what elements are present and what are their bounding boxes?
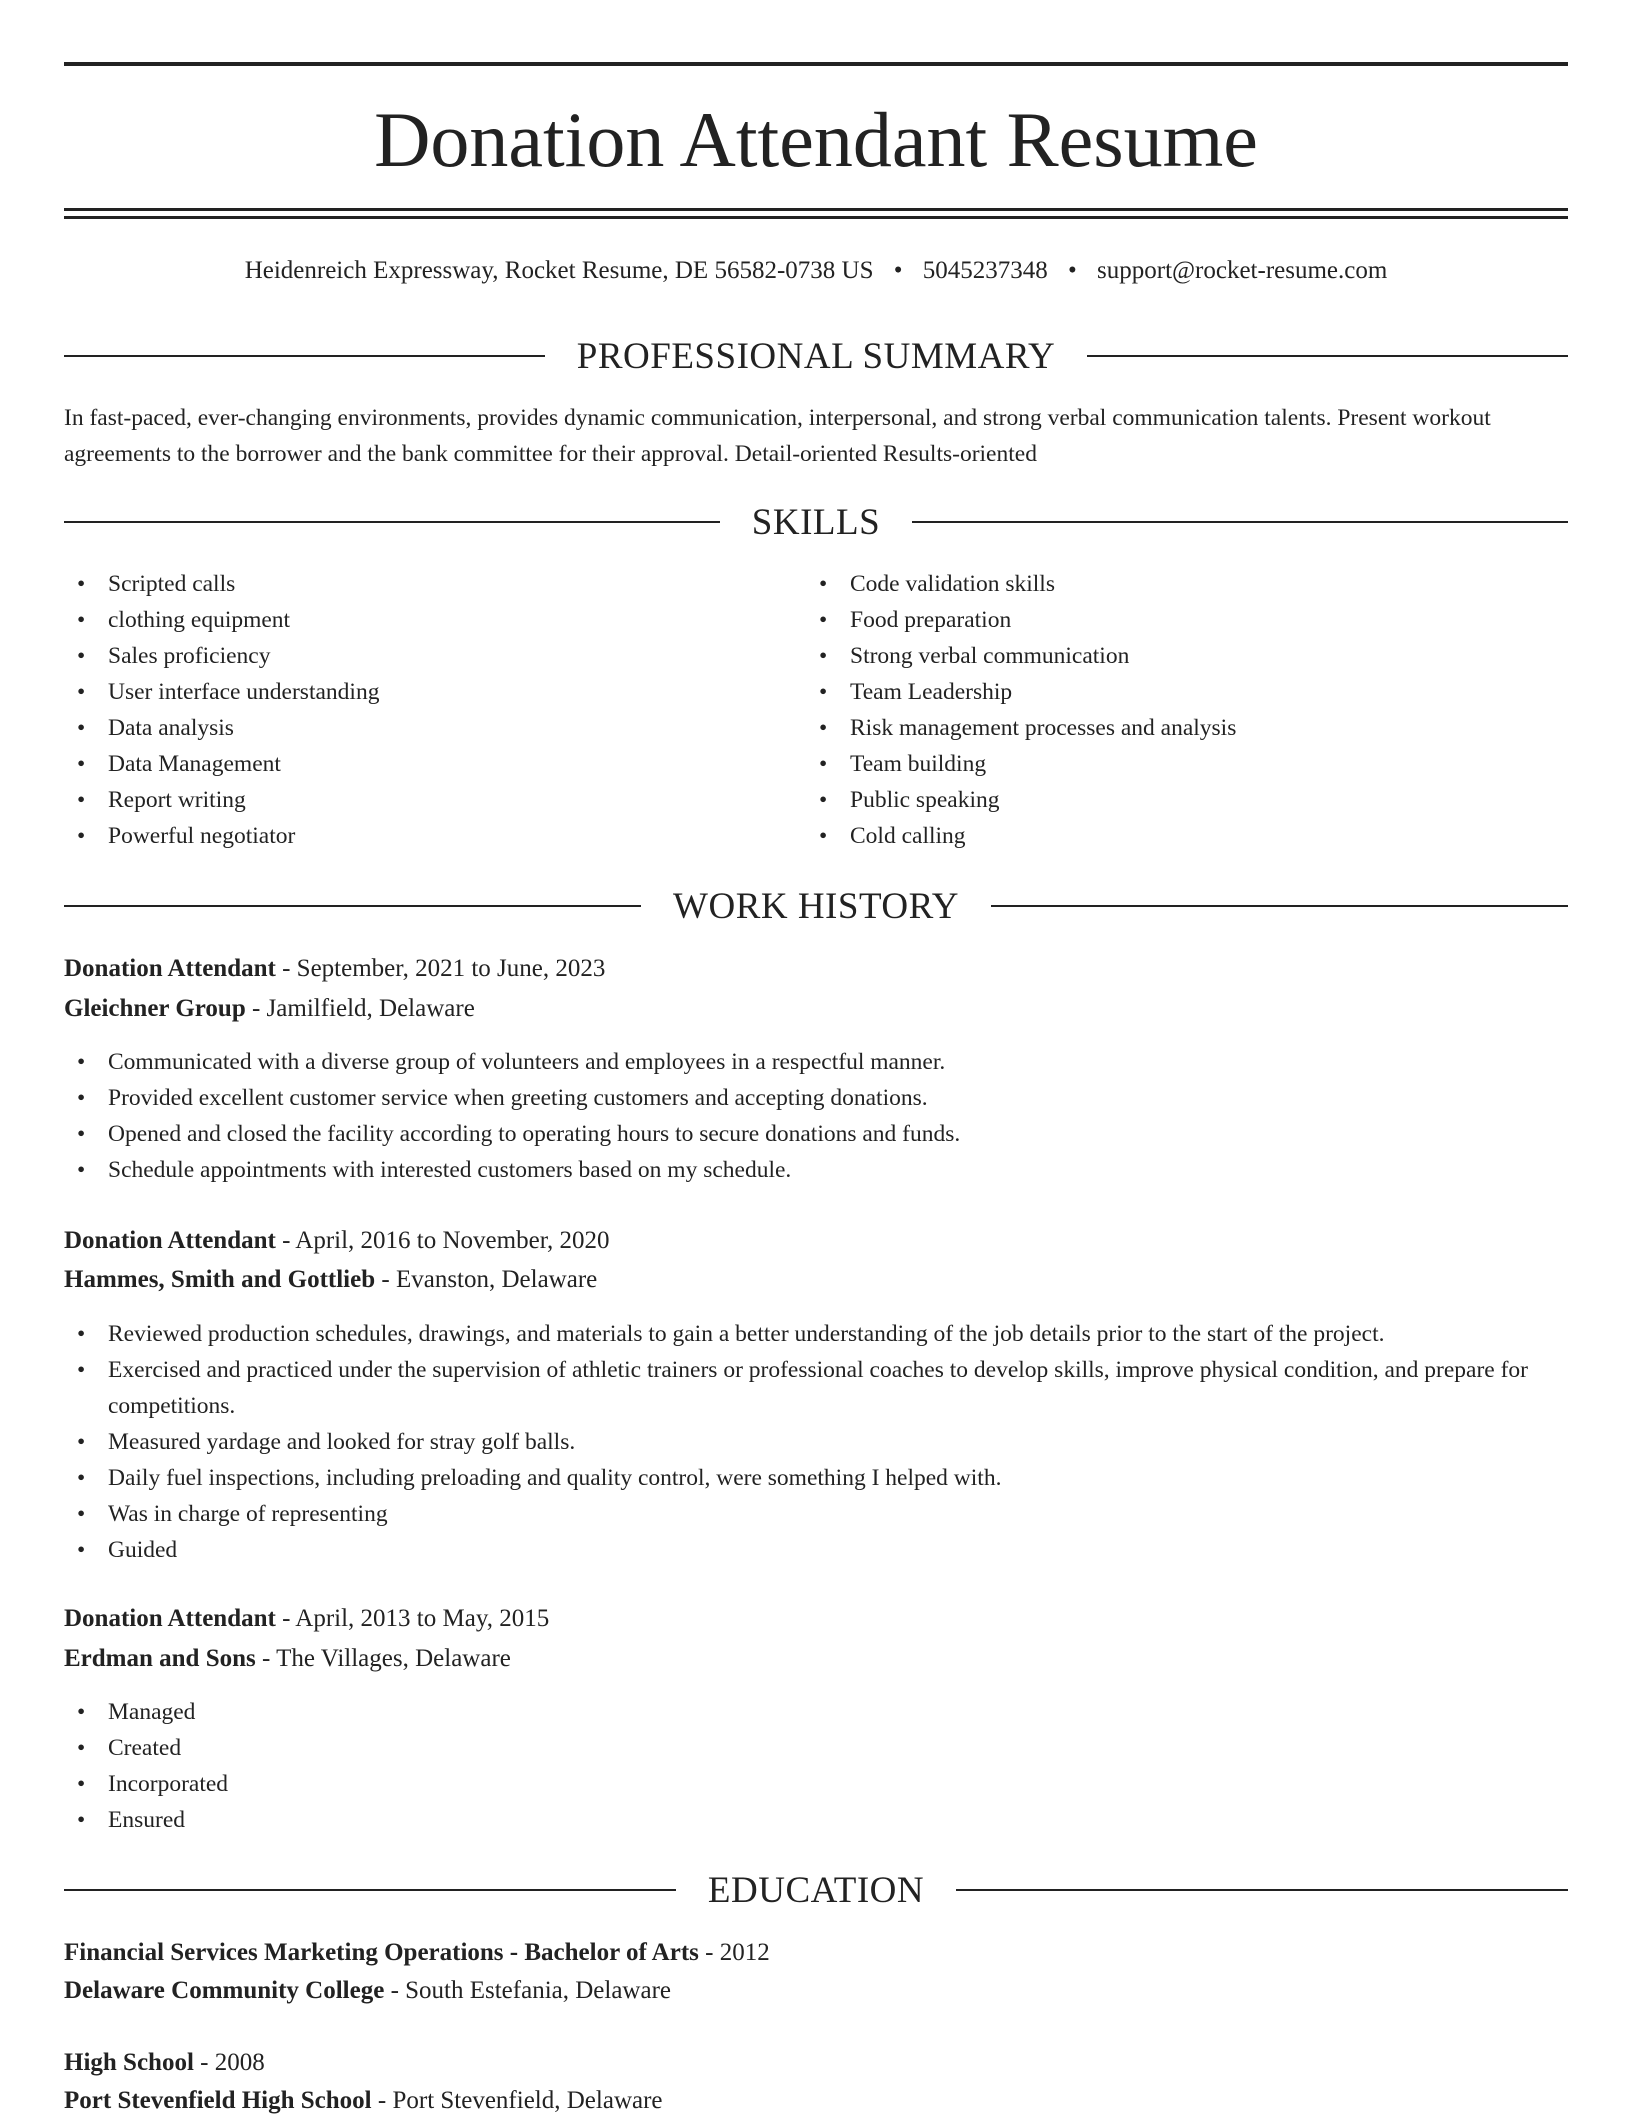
section-heading-work	[64, 884, 1568, 928]
education-school: Delaware Community College	[64, 1977, 385, 2004]
job-bullet: • Guided	[64, 1532, 1568, 1568]
skill-item: • Risk management processes and analysis	[806, 710, 1236, 746]
job-bullet: • Daily fuel inspections, including preloading and quality control, were something I helped with.	[64, 1460, 1568, 1496]
heading-rule	[912, 521, 1568, 523]
heading-rule	[64, 1889, 676, 1891]
job-bullet: • Opened and closed the facility according to operating hours to secure donations and funds.	[64, 1116, 1568, 1152]
education-degree-line	[64, 1935, 1568, 1971]
contact-email: support@rocket-resume.com	[1097, 257, 1388, 284]
job-bullet: • Exercised and practiced under the supervision of athletic trainers or professional coaches to develop skills, improve physical condition, and prepare for competitions.	[64, 1352, 1568, 1424]
section-heading-summary	[64, 334, 1568, 378]
job-bullet: • Schedule appointments with interested customers based on my schedule.	[64, 1152, 1568, 1188]
section-title: SKILLS	[751, 501, 881, 543]
education-school-line	[64, 2083, 1568, 2119]
skills-list-right	[806, 566, 1236, 854]
skill-item: • Sales proficiency	[64, 638, 379, 674]
job-bullet: • Measured yardage and looked for stray golf balls.	[64, 1424, 1568, 1460]
job-bullet: • Provided excellent customer service when greeting customers and accepting donations.	[64, 1080, 1568, 1116]
heading-rule	[64, 905, 641, 907]
job-title: Donation Attendant	[64, 955, 276, 982]
heading-rule	[64, 521, 720, 523]
job-dates: - April, 2016 to November, 2020	[275, 1227, 610, 1254]
job-company: Erdman and Sons	[64, 1645, 256, 1672]
job-location: - Evanston, Delaware	[375, 1266, 598, 1293]
job-bullet: • Communicated with a diverse group of volunteers and employees in a respectful manner.	[64, 1044, 1568, 1080]
education-year: - 2012	[698, 1939, 770, 1966]
skill-item: • User interface understanding	[64, 674, 379, 710]
job-bullet: • Was in charge of representing	[64, 1496, 1568, 1532]
section-heading-skills	[64, 500, 1568, 544]
summary-text: In fast-paced, ever-changing environments, provides dynamic communication, interpersonal, and strong verbal communication talents. Present workout agreements to the borrower and the bank committee for their approval. Detail-oriented Results-oriented	[64, 405, 1491, 467]
job-bullet: • Managed	[64, 1694, 1568, 1730]
job-bullets	[64, 1316, 1568, 1568]
job-title: Donation Attendant	[64, 1605, 276, 1632]
header-top-rule	[64, 62, 1568, 66]
job-bullet: • Ensured	[64, 1802, 1568, 1838]
resume-title: Donation Attendant Resume	[374, 96, 1258, 183]
skill-item: • Data analysis	[64, 710, 379, 746]
separator-dot: •	[893, 257, 903, 284]
education-location: - Port Stevenfield, Delaware	[371, 2087, 663, 2114]
section-title: WORK HISTORY	[673, 885, 959, 927]
heading-rule	[64, 355, 545, 357]
education-location: - South Estefania, Delaware	[384, 1977, 672, 2004]
skill-item: • Team building	[806, 746, 1236, 782]
heading-rule	[956, 1889, 1568, 1891]
skill-item: • Cold calling	[806, 818, 1236, 854]
education-school-line	[64, 1973, 1568, 2009]
skill-item: • Data Management	[64, 746, 379, 782]
education-school: Port Stevenfield High School	[64, 2087, 372, 2114]
job-title-line	[64, 1223, 1568, 1259]
section-heading-education	[64, 1868, 1568, 1912]
skills-list-left	[64, 566, 379, 854]
skill-item: • Public speaking	[806, 782, 1236, 818]
section-title: PROFESSIONAL SUMMARY	[576, 335, 1056, 377]
job-dates: - September, 2021 to June, 2023	[275, 955, 606, 982]
job-bullet: • Created	[64, 1730, 1568, 1766]
job-bullets	[64, 1694, 1568, 1838]
job-title-line	[64, 1601, 1568, 1637]
separator-dot: •	[1068, 257, 1077, 284]
header-bottom-rule	[64, 208, 1568, 211]
skill-item: • Food preparation	[806, 602, 1236, 638]
job-bullet: • Incorporated	[64, 1766, 1568, 1802]
heading-rule	[991, 905, 1568, 907]
education-degree: High School	[64, 2049, 194, 2076]
job-bullets	[64, 1044, 1568, 1188]
job-dates: - April, 2013 to May, 2015	[275, 1605, 550, 1632]
job-location: - The Villages, Delaware	[255, 1645, 511, 1672]
education-year: - 2008	[193, 2049, 265, 2076]
skill-item: • Team Leadership	[806, 674, 1236, 710]
contact-line	[64, 255, 1568, 287]
header-bottom-rule-2	[64, 216, 1568, 219]
education-degree: Financial Services Marketing Operations - Bachelor of Arts	[64, 1939, 699, 1966]
contact-phone: 5045237348	[922, 257, 1048, 284]
section-title: EDUCATION	[707, 1869, 925, 1911]
skill-item: • Scripted calls	[64, 566, 379, 602]
education-degree-line	[64, 2045, 1568, 2081]
job-title: Donation Attendant	[64, 1227, 276, 1254]
job-company: Hammes, Smith and Gottlieb	[64, 1266, 376, 1293]
skill-item: • Code validation skills	[806, 566, 1236, 602]
heading-rule	[1087, 355, 1568, 357]
job-title-line	[64, 951, 1568, 987]
job-location: - Jamilfield, Delaware	[245, 995, 475, 1022]
skill-item: • clothing equipment	[64, 602, 379, 638]
skill-item: • Powerful negotiator	[64, 818, 379, 854]
skill-item: • Report writing	[64, 782, 379, 818]
job-company-line	[64, 1262, 1568, 1298]
job-company: Gleichner Group	[64, 995, 246, 1022]
skill-item: • Strong verbal communication	[806, 638, 1236, 674]
job-company-line	[64, 991, 1568, 1027]
job-bullet: • Reviewed production schedules, drawings, and materials to gain a better understanding of the job details prior to the start of the project.	[64, 1316, 1568, 1352]
job-company-line	[64, 1641, 1568, 1677]
contact-address: Heidenreich Expressway, Rocket Resume, DE 56582-0738 US	[244, 257, 874, 284]
